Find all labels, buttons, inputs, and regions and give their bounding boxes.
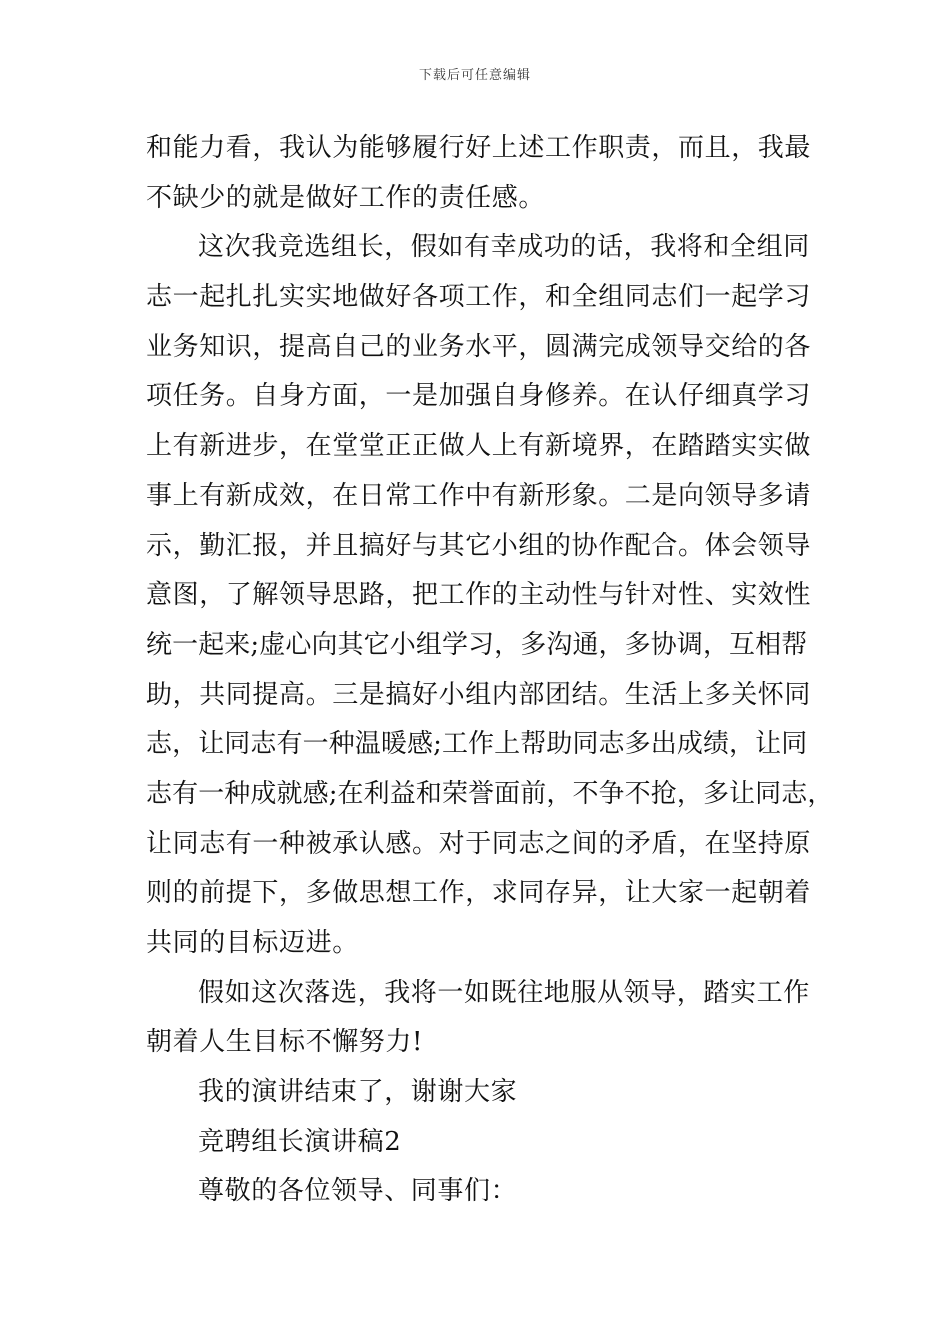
text-line: 志，让同志有一种温暖感;工作上帮助同志多出成绩，让同 xyxy=(146,729,808,760)
text-line: 不缺少的就是做好工作的责任感。 xyxy=(146,182,546,213)
text-line: 统一起来;虚心向其它小组学习，多沟通，多协调，互相帮 xyxy=(146,629,808,660)
salutation-line: 尊敬的各位领导、同事们： xyxy=(198,1176,518,1207)
section-title: 竞聘组长演讲稿2 xyxy=(198,1126,402,1157)
text-line: 事上有新成效，在日常工作中有新形象。二是向领导多请 xyxy=(146,480,812,511)
document-body xyxy=(146,124,834,1217)
text-line: 示，勤汇报，并且搞好与其它小组的协作配合。体会领导 xyxy=(146,530,812,561)
text-line: 和能力看，我认为能够履行好上述工作职责，而且，我最 xyxy=(146,133,812,163)
text-line: 志有一种成就感;在利益和荣誉面前，不争不抢，多让同志， xyxy=(146,778,834,809)
text-line: 项任务。自身方面，一是加强自身修养。在认仔细真学习 xyxy=(146,381,812,412)
text-line: 助，共同提高。三是搞好小组内部团结。生活上多关怀同 xyxy=(146,679,812,710)
paragraph-start-line: 这次我竞选组长，假如有幸成功的话，我将和全组同 xyxy=(198,232,810,263)
text-line: 意图，了解领导思路，把工作的主动性与针对性、实效性 xyxy=(146,580,812,611)
page-header: 下载后可任意编辑 xyxy=(418,68,531,83)
text-line: 业务知识，提高自己的业务水平，圆满完成领导交给的各 xyxy=(146,331,812,362)
text-line: 朝着人生目标不懈努力! xyxy=(146,1027,424,1058)
text-line: 志一起扎扎实实地做好各项工作，和全组同志们一起学习 xyxy=(146,282,812,313)
text-line: 则的前提下，多做思想工作，求同存异，让大家一起朝着 xyxy=(146,878,812,909)
closing-line: 我的演讲结束了，谢谢大家 xyxy=(198,1077,518,1108)
text-line: 让同志有一种被承认感。对于同志之间的矛盾，在坚持原 xyxy=(146,828,812,859)
text-line: 上有新进步，在堂堂正正做人上有新境界，在踏踏实实做 xyxy=(146,431,812,462)
paragraph-start-line: 假如这次落选，我将一如既往地服从领导，踏实工作 xyxy=(198,977,810,1008)
text-line: 共同的目标迈进。 xyxy=(146,928,359,958)
